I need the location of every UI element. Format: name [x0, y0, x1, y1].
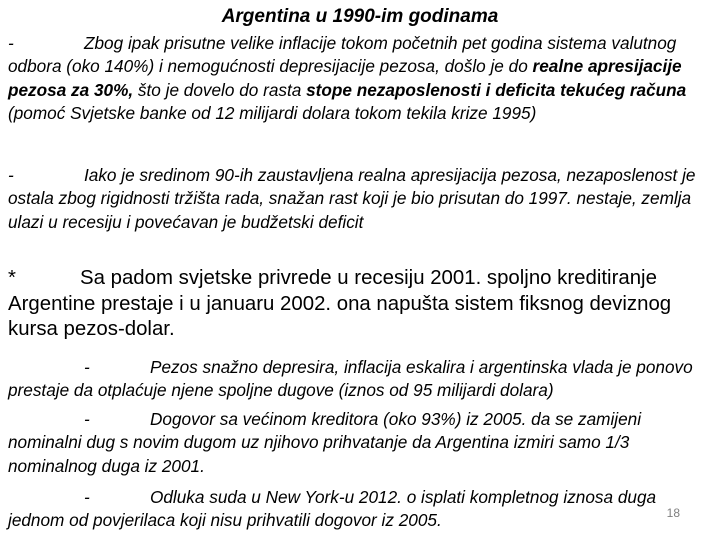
sub-paragraph-peso-depreciation	[8, 356, 714, 403]
bullet-dash: -	[84, 409, 90, 429]
bullet-dash: -	[8, 165, 14, 185]
paragraph-text: Odluka suda u New York-u 2012. o isplati kompletnog iznosa duga jednom od povjerilaca koji nisu prihvatili dogovor iz 2005.	[8, 487, 657, 531]
bold-text: stope nezaposlenosti i deficita tekućeg računa	[306, 79, 687, 100]
paragraph-text: Pezos snažno depresira, inflacija eskalira i argentinska vlada je ponovo prestaje da otplaćuje njene spoljne dugove (iznos od 95 milijardi dolara)	[8, 357, 693, 401]
paragraph-text: Iako je sredinom 90-ih zaustavljena realna apresijacija pezosa, nezaposlenost je ostala zbog rigidnosti tržišta rada, snažan rast koji je bio prisutan do 1997. nestaje, zemlja ulazi u recesiju i povećavan je budžetski deficit	[8, 165, 696, 232]
paragraph-text: Dogovor sa većinom kreditora (oko 93%) iz 2005. da se zamijeni nominalni dug s novim dugom uz njihovo prihvatanje da Argentina izmiri samo 1/3 nominalnog duga iz 2001.	[8, 409, 642, 476]
paragraph-currency-board	[8, 32, 714, 126]
sub-paragraph-court-ruling	[8, 486, 714, 533]
bullet-dash: -	[8, 33, 14, 53]
bold-text: realne apresijacije pezosa za 30%,	[8, 56, 682, 100]
bullet-asterisk: *	[8, 267, 16, 289]
bullet-dash: -	[84, 487, 90, 507]
paragraph-text: Zbog ipak prisutne velike inflacije tokom početnih pet godina sistema valutnog odbora (oko 140%) i nemogućnosti depresijacije pezosa, došlo je do	[8, 33, 677, 77]
page-number: 18	[666, 506, 680, 520]
paragraph-text: Sa padom svjetske privrede u recesiju 2001. spoljno kreditiranje Argentine prestaje i u januaru 2002. ona napušta sistem fiksnog deviznog kursa pezos-dolar.	[8, 267, 672, 340]
slide-title: Argentina u 1990-im godinama	[221, 6, 499, 27]
paragraph-text: što je dovelo do rasta	[133, 79, 307, 100]
paragraph-text: (pomoć Svjetske banke od 12 milijardi dolara tokom tekila krize 1995)	[8, 103, 537, 124]
paragraph-mid-90s	[8, 164, 714, 234]
bullet-dash: -	[84, 357, 90, 377]
sub-paragraph-creditor-agreement	[8, 408, 714, 478]
paragraph-2001-recession	[8, 266, 714, 343]
